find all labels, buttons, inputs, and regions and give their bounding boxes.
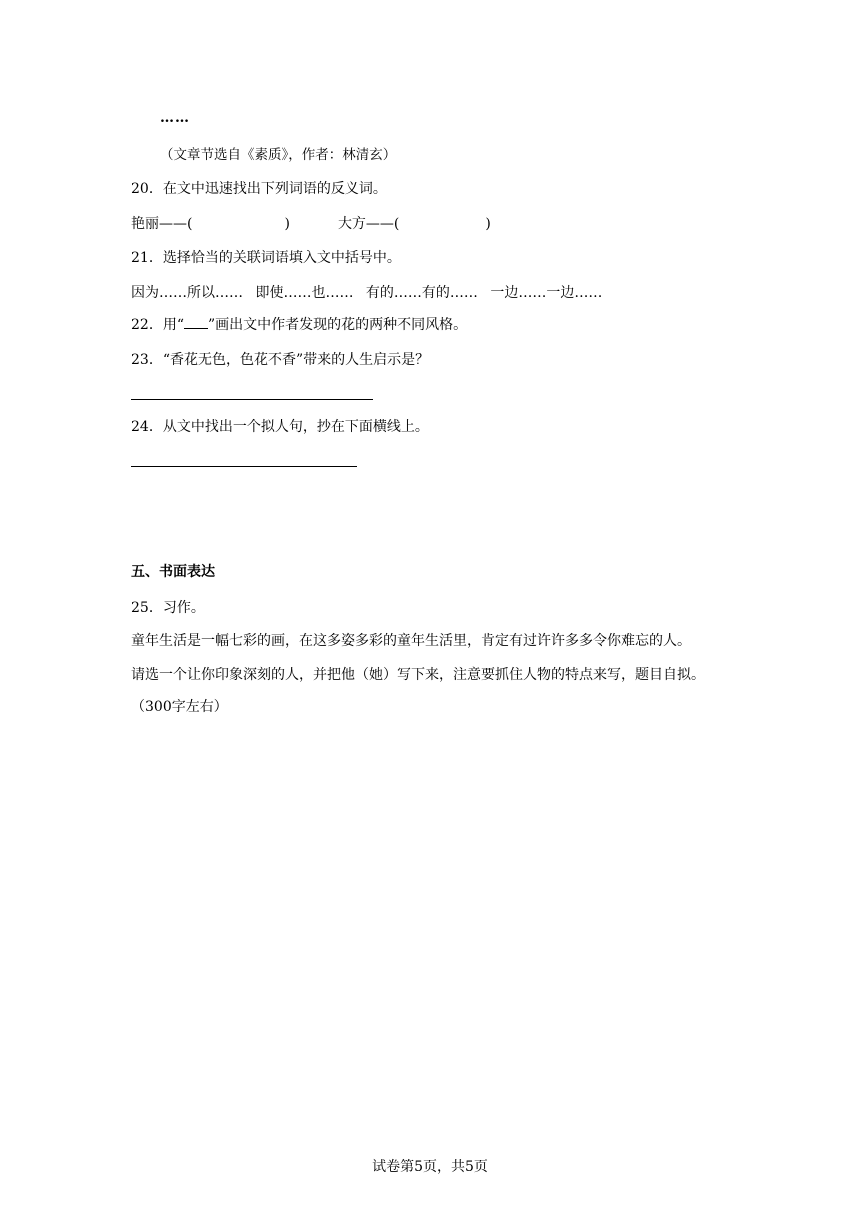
section-5-heading: 五、书面表达 bbox=[131, 564, 215, 580]
question-25-paragraph-1: 童年生活是一幅七彩的画，在这多姿多彩的童年生活里，肯定有过许许多多令你难忘的人。 bbox=[131, 633, 691, 649]
question-23-answer-line[interactable] bbox=[131, 399, 373, 400]
passage-source: （文章节选自《素质》，作者：林清玄） bbox=[160, 147, 397, 163]
conjunction-option: 即使……也…… bbox=[255, 285, 354, 301]
question-21-prompt: 21．选择恰当的关联词语填入文中括号中。 bbox=[131, 250, 401, 266]
question-25-prompt: 25．习作。 bbox=[131, 600, 205, 616]
question-25-paragraph-2: 请选一个让你印象深刻的人，并把他（她）写下来，注意要抓住人物的特点来写，题目自拟。 bbox=[131, 667, 705, 683]
conjunction-option: 有的……有的…… bbox=[365, 285, 478, 301]
antonym-pair-1-label: 艳丽——( bbox=[131, 216, 193, 232]
question-23-prompt: 23．“香花无色，色花不香”带来的人生启示是？ bbox=[131, 352, 430, 368]
conjunction-option: 一边……一边…… bbox=[490, 285, 603, 301]
antonym-pair-1-close: ) bbox=[284, 216, 290, 232]
question-22-prompt bbox=[131, 315, 467, 335]
question-20-answer-line bbox=[131, 214, 491, 234]
question-25-word-count: （300字左右） bbox=[131, 699, 228, 715]
question-21-options bbox=[131, 283, 610, 303]
passage-ellipsis: …… bbox=[160, 110, 190, 126]
antonym-pair-2-label: 大方——( bbox=[337, 216, 400, 232]
question-24-answer-line[interactable] bbox=[131, 466, 357, 467]
question-24-prompt: 24．从文中找出一个拟人句，抄在下面横线上。 bbox=[131, 419, 429, 435]
antonym-pair-2-close: ) bbox=[485, 216, 491, 232]
question-20-prompt: 20．在文中迅速找出下列词语的反义词。 bbox=[131, 181, 387, 197]
page-footer: 试卷第5页，共5页 bbox=[372, 1159, 488, 1175]
conjunction-option: 因为……所以…… bbox=[131, 285, 243, 301]
underline-mark-sample bbox=[184, 316, 208, 329]
question-22-prefix: 22．用“ bbox=[131, 317, 184, 333]
question-22-suffix: ”画出文中作者发现的花的两种不同风格。 bbox=[207, 317, 468, 333]
